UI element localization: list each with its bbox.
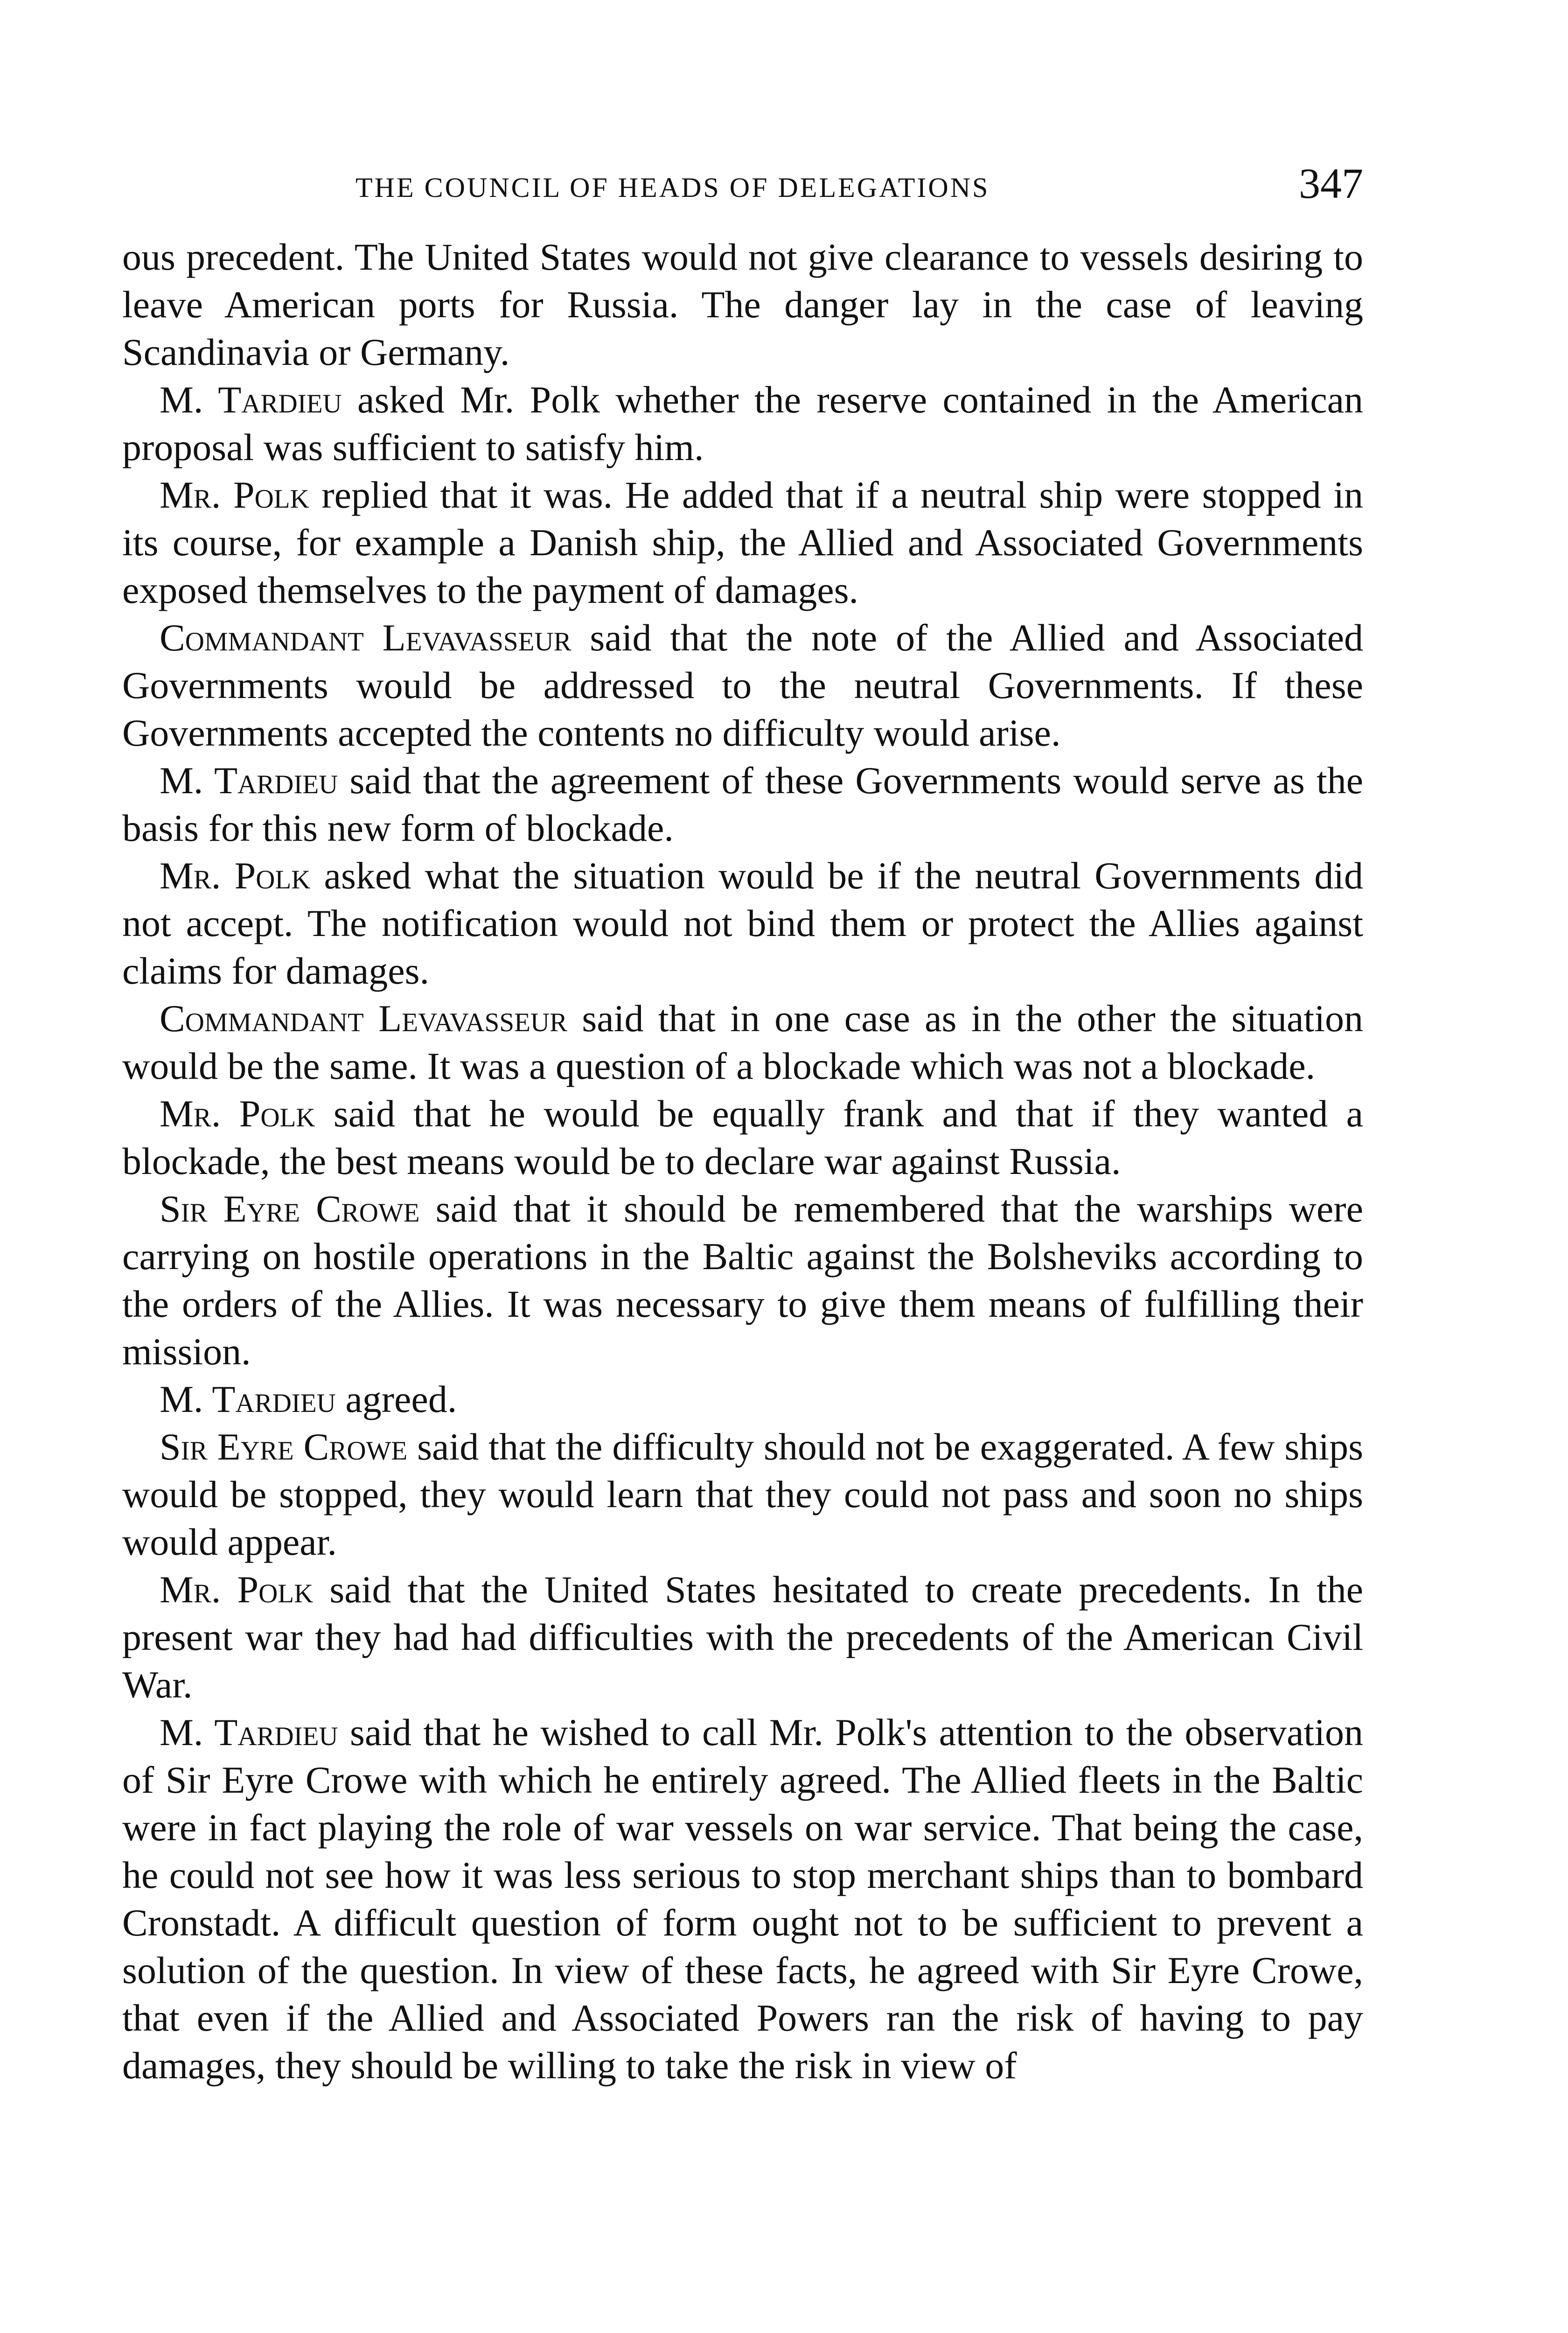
speaker-name: M. Tardieu: [160, 378, 342, 421]
paragraph-text: said that the note of the Allied and Associated Governments would be addressed to the neutral Governments. If these Governments accepted the contents no difficulty would arise.: [122, 616, 1363, 754]
paragraph: [122, 1090, 1363, 1185]
paragraph-text: said that the agreement of these Governments would serve as the basis for this new form of blockade.: [122, 759, 1363, 849]
speaker-name: Commandant Levavasseur: [160, 997, 568, 1040]
speaker-name: Commandant Levavasseur: [160, 616, 571, 659]
paragraph-text: ous precedent. The United States would not give clearance to vessels desiring to leave American ports for Russia. The danger lay in the case of leaving Scandinavia or Germany.: [122, 236, 1363, 373]
speaker-name: Sir Eyre Crowe: [160, 1187, 420, 1230]
paragraph: [122, 995, 1363, 1090]
paragraph-text: said that he would be equally frank and that if they wanted a blockade, the best means would be to declare war against Russia.: [122, 1092, 1363, 1182]
paragraph-text: said that in one case as in the other the situation would be the same. It was a question of a blockade which was not a blockade.: [122, 997, 1363, 1087]
paragraph: [122, 614, 1363, 757]
paragraph: [122, 376, 1363, 471]
paragraph-text: said that the United States hesitated to create precedents. In the present war they had had difficulties with the precedents of the American Civil War.: [122, 1568, 1363, 1706]
paragraph: [122, 1423, 1363, 1566]
speaker-name: Mr. Polk: [160, 474, 309, 516]
paragraph-text: said that it should be remembered that the warships were carrying on hostile operations in the Baltic against the Bolsheviks according to the orders of the Allies. It was necessary to give them means of fulfilling their mission.: [122, 1187, 1363, 1373]
running-head: [122, 159, 1363, 210]
paragraph: [122, 1185, 1363, 1376]
speaker-name: M. Tardieu: [160, 759, 338, 802]
paragraph: [122, 757, 1363, 852]
paragraph: [122, 471, 1363, 614]
paragraph-text: asked what the situation would be if the neutral Governments did not accept. The notification would not bind them or protect the Allies against claims for damages.: [122, 854, 1364, 992]
paragraph: [122, 1566, 1363, 1709]
speaker-name: Mr. Polk: [160, 854, 311, 897]
speaker-name: M. Tardieu: [160, 1711, 338, 1753]
speaker-name: Mr. Polk: [160, 1092, 315, 1135]
paragraph-text: asked Mr. Polk whether the reserve contained in the American proposal was sufficient to satisfy him.: [122, 378, 1363, 468]
paragraph-text: replied that it was. He added that if a neutral ship were stopped in its course, for example a Danish ship, the Allied and Associated Governments exposed themselves to the payment of damages.: [122, 474, 1363, 611]
paragraph-text: said that the difficulty should not be exaggerated. A few ships would be stopped, they would learn that they could not pass and soon no ships would appear.: [122, 1425, 1363, 1563]
paragraph: [122, 852, 1363, 995]
paragraph-text: said that he wished to call Mr. Polk's attention to the observation of Sir Eyre Crowe with which he entirely agreed. The Allied fleets in the Baltic were in fact playing the role of war vessels on war service. That being the case, he could not see how it was less serious to stop merchant ships than to bombard Cronstadt. A difficult question of form ought not to be sufficient to prevent a solution of the question. In view of these facts, he agreed with Sir Eyre Crowe, that even if the Allied and Associated Powers ran the risk of having to pay damages, they should be willing to take the risk in view of: [122, 1711, 1363, 2087]
paragraph-text: agreed.: [335, 1378, 457, 1420]
speaker-name: M. Tardieu: [160, 1378, 336, 1420]
paragraph: [122, 1376, 1363, 1423]
speaker-name: Mr. Polk: [160, 1568, 314, 1611]
paragraph: [122, 233, 1363, 376]
running-title: THE COUNCIL OF HEADS OF DELEGATIONS: [355, 172, 990, 203]
page-number: 347: [1299, 160, 1363, 207]
paragraph: [122, 1709, 1363, 2089]
speaker-name: Sir Eyre Crowe: [160, 1425, 408, 1468]
body-text: [122, 233, 1363, 2089]
